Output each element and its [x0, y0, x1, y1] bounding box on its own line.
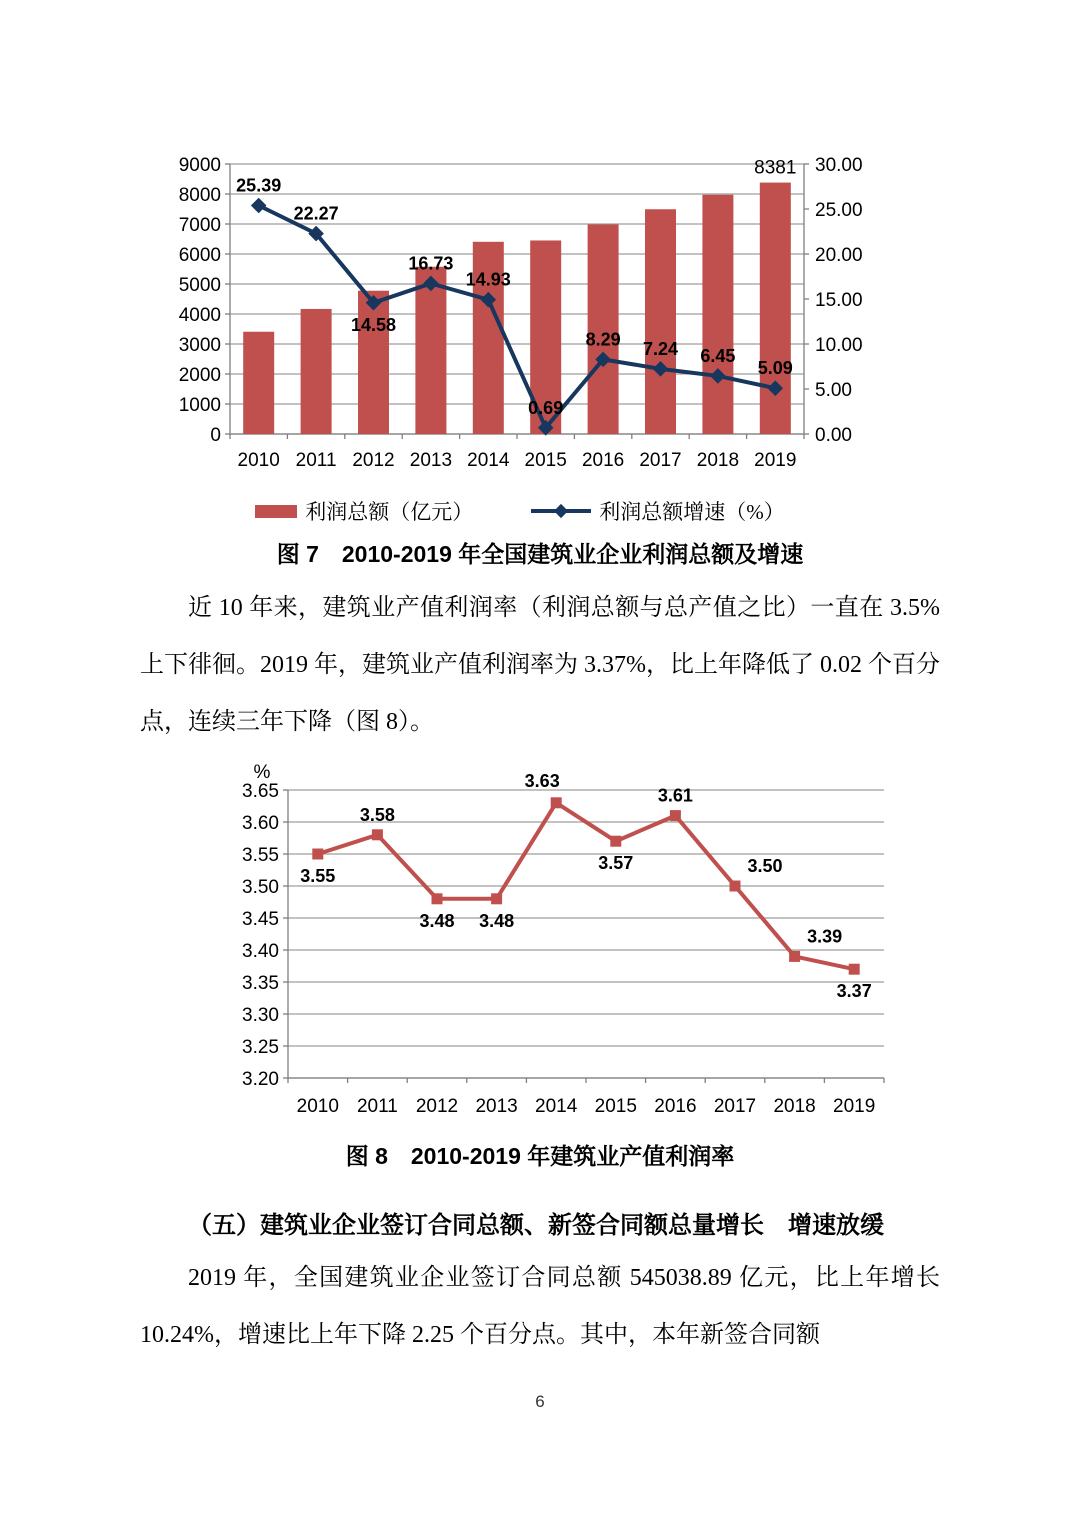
svg-text:0: 0 — [210, 425, 221, 446]
svg-text:25.39: 25.39 — [236, 175, 282, 196]
svg-text:9000: 9000 — [178, 155, 221, 176]
legend-item-profit-total — [255, 496, 473, 526]
svg-text:3.48: 3.48 — [419, 910, 455, 931]
svg-text:2013: 2013 — [475, 1096, 518, 1117]
paragraph-profit-margin: 近 10 年来，建筑业产值利润率（利润总额与总产值之比）一直在 3.5%上下徘徊。2019 年，建筑业产值利润率为 3.37%，比上年降低了 0.02 个百分点，连续三年下降（图 8）。 — [140, 595, 940, 735]
svg-text:3.25: 3.25 — [242, 1037, 279, 1058]
svg-text:3.65: 3.65 — [242, 781, 279, 802]
svg-text:2018: 2018 — [696, 450, 740, 471]
svg-text:4000: 4000 — [178, 305, 221, 326]
svg-text:2011: 2011 — [295, 450, 337, 471]
svg-text:2015: 2015 — [594, 1096, 637, 1117]
svg-text:0.69: 0.69 — [528, 397, 564, 418]
svg-text:2019: 2019 — [754, 450, 797, 471]
svg-text:3.39: 3.39 — [807, 926, 843, 947]
figure7-legend — [170, 496, 870, 526]
svg-text:3.48: 3.48 — [479, 910, 515, 931]
legend-item-growth-rate — [531, 496, 785, 526]
svg-text:2012: 2012 — [352, 450, 395, 471]
svg-text:7000: 7000 — [178, 215, 221, 236]
svg-text:16.73: 16.73 — [408, 253, 454, 274]
svg-text:3.50: 3.50 — [747, 856, 783, 876]
svg-text:0.00: 0.00 — [815, 425, 852, 446]
svg-text:3.58: 3.58 — [359, 804, 395, 825]
svg-text:3.57: 3.57 — [598, 853, 634, 874]
svg-text:5.00: 5.00 — [815, 380, 852, 401]
svg-text:30.00: 30.00 — [815, 155, 863, 176]
svg-text:3.40: 3.40 — [242, 941, 279, 962]
svg-text:2010: 2010 — [296, 1096, 339, 1117]
legend-label-profit-total: 利润总额（亿元） — [305, 500, 474, 524]
svg-text:2014: 2014 — [535, 1096, 578, 1117]
svg-text:2013: 2013 — [409, 450, 453, 471]
svg-text:6.45: 6.45 — [700, 345, 736, 366]
svg-text:2016: 2016 — [654, 1096, 697, 1117]
paragraph-contracts: 2019 年，全国建筑业企业签订合同总额 545038.89 亿元，比上年增长 10.24%，增速比上年下降 2.25 个百分点。其中，本年新签合同额 — [140, 1265, 940, 1348]
svg-text:2014: 2014 — [467, 450, 510, 471]
figure7-caption: 图 7 2010-2019 年全国建筑业企业利润总额及增速 — [276, 541, 804, 567]
svg-text:10.00: 10.00 — [815, 335, 863, 356]
svg-text:5.09: 5.09 — [757, 358, 793, 379]
svg-text:2016: 2016 — [581, 450, 625, 471]
svg-text:8.29: 8.29 — [585, 329, 621, 350]
svg-text:3.63: 3.63 — [524, 770, 560, 791]
svg-text:14.93: 14.93 — [465, 269, 511, 290]
svg-text:3.55: 3.55 — [300, 866, 336, 886]
svg-text:2017: 2017 — [713, 1096, 757, 1117]
svg-text:3.35: 3.35 — [242, 973, 279, 994]
figure7 — [170, 148, 870, 526]
svg-text:%: % — [253, 762, 271, 783]
section-heading: （五）建筑业企业签订合同总额、新签合同额总量增长 增速放缓 — [188, 1212, 884, 1239]
svg-text:3.20: 3.20 — [242, 1069, 279, 1090]
svg-text:3.45: 3.45 — [242, 909, 279, 930]
svg-text:2010: 2010 — [237, 450, 280, 471]
bar-swatch-icon — [255, 505, 297, 518]
svg-text:8000: 8000 — [178, 185, 221, 206]
svg-text:25.00: 25.00 — [815, 200, 863, 221]
svg-text:1000: 1000 — [178, 395, 221, 416]
svg-text:15.00: 15.00 — [815, 290, 863, 311]
svg-text:3000: 3000 — [178, 335, 221, 356]
svg-text:3.30: 3.30 — [242, 1005, 279, 1026]
svg-text:2012: 2012 — [415, 1096, 459, 1117]
figure8 — [218, 762, 898, 1134]
legend-label-growth-rate: 利润总额增速（%） — [599, 500, 785, 524]
svg-text:3.37: 3.37 — [836, 981, 872, 1002]
svg-text:20.00: 20.00 — [815, 245, 863, 266]
svg-text:2011: 2011 — [356, 1096, 398, 1117]
svg-text:2015: 2015 — [524, 450, 567, 471]
svg-text:22.27: 22.27 — [293, 203, 339, 224]
svg-text:3.50: 3.50 — [242, 877, 279, 898]
svg-text:3.60: 3.60 — [242, 813, 279, 834]
svg-text:3.61: 3.61 — [657, 785, 693, 806]
line-swatch-icon — [531, 504, 591, 518]
svg-text:6000: 6000 — [178, 245, 221, 266]
svg-text:8381: 8381 — [754, 157, 797, 179]
svg-text:3.55: 3.55 — [242, 845, 279, 866]
figure8-caption: 图 8 2010-2019 年建筑业产值利润率 — [345, 1143, 735, 1169]
figure7-chart — [170, 148, 870, 482]
svg-text:2019: 2019 — [833, 1096, 876, 1117]
page-number: 6 — [535, 1392, 545, 1411]
svg-text:5000: 5000 — [178, 275, 221, 296]
svg-text:2017: 2017 — [639, 450, 682, 471]
svg-text:2018: 2018 — [773, 1096, 816, 1117]
diamond-marker-icon — [554, 504, 568, 518]
svg-text:7.24: 7.24 — [642, 338, 679, 359]
svg-text:14.58: 14.58 — [350, 314, 397, 335]
figure8-chart — [218, 762, 898, 1134]
svg-text:2000: 2000 — [178, 365, 221, 386]
